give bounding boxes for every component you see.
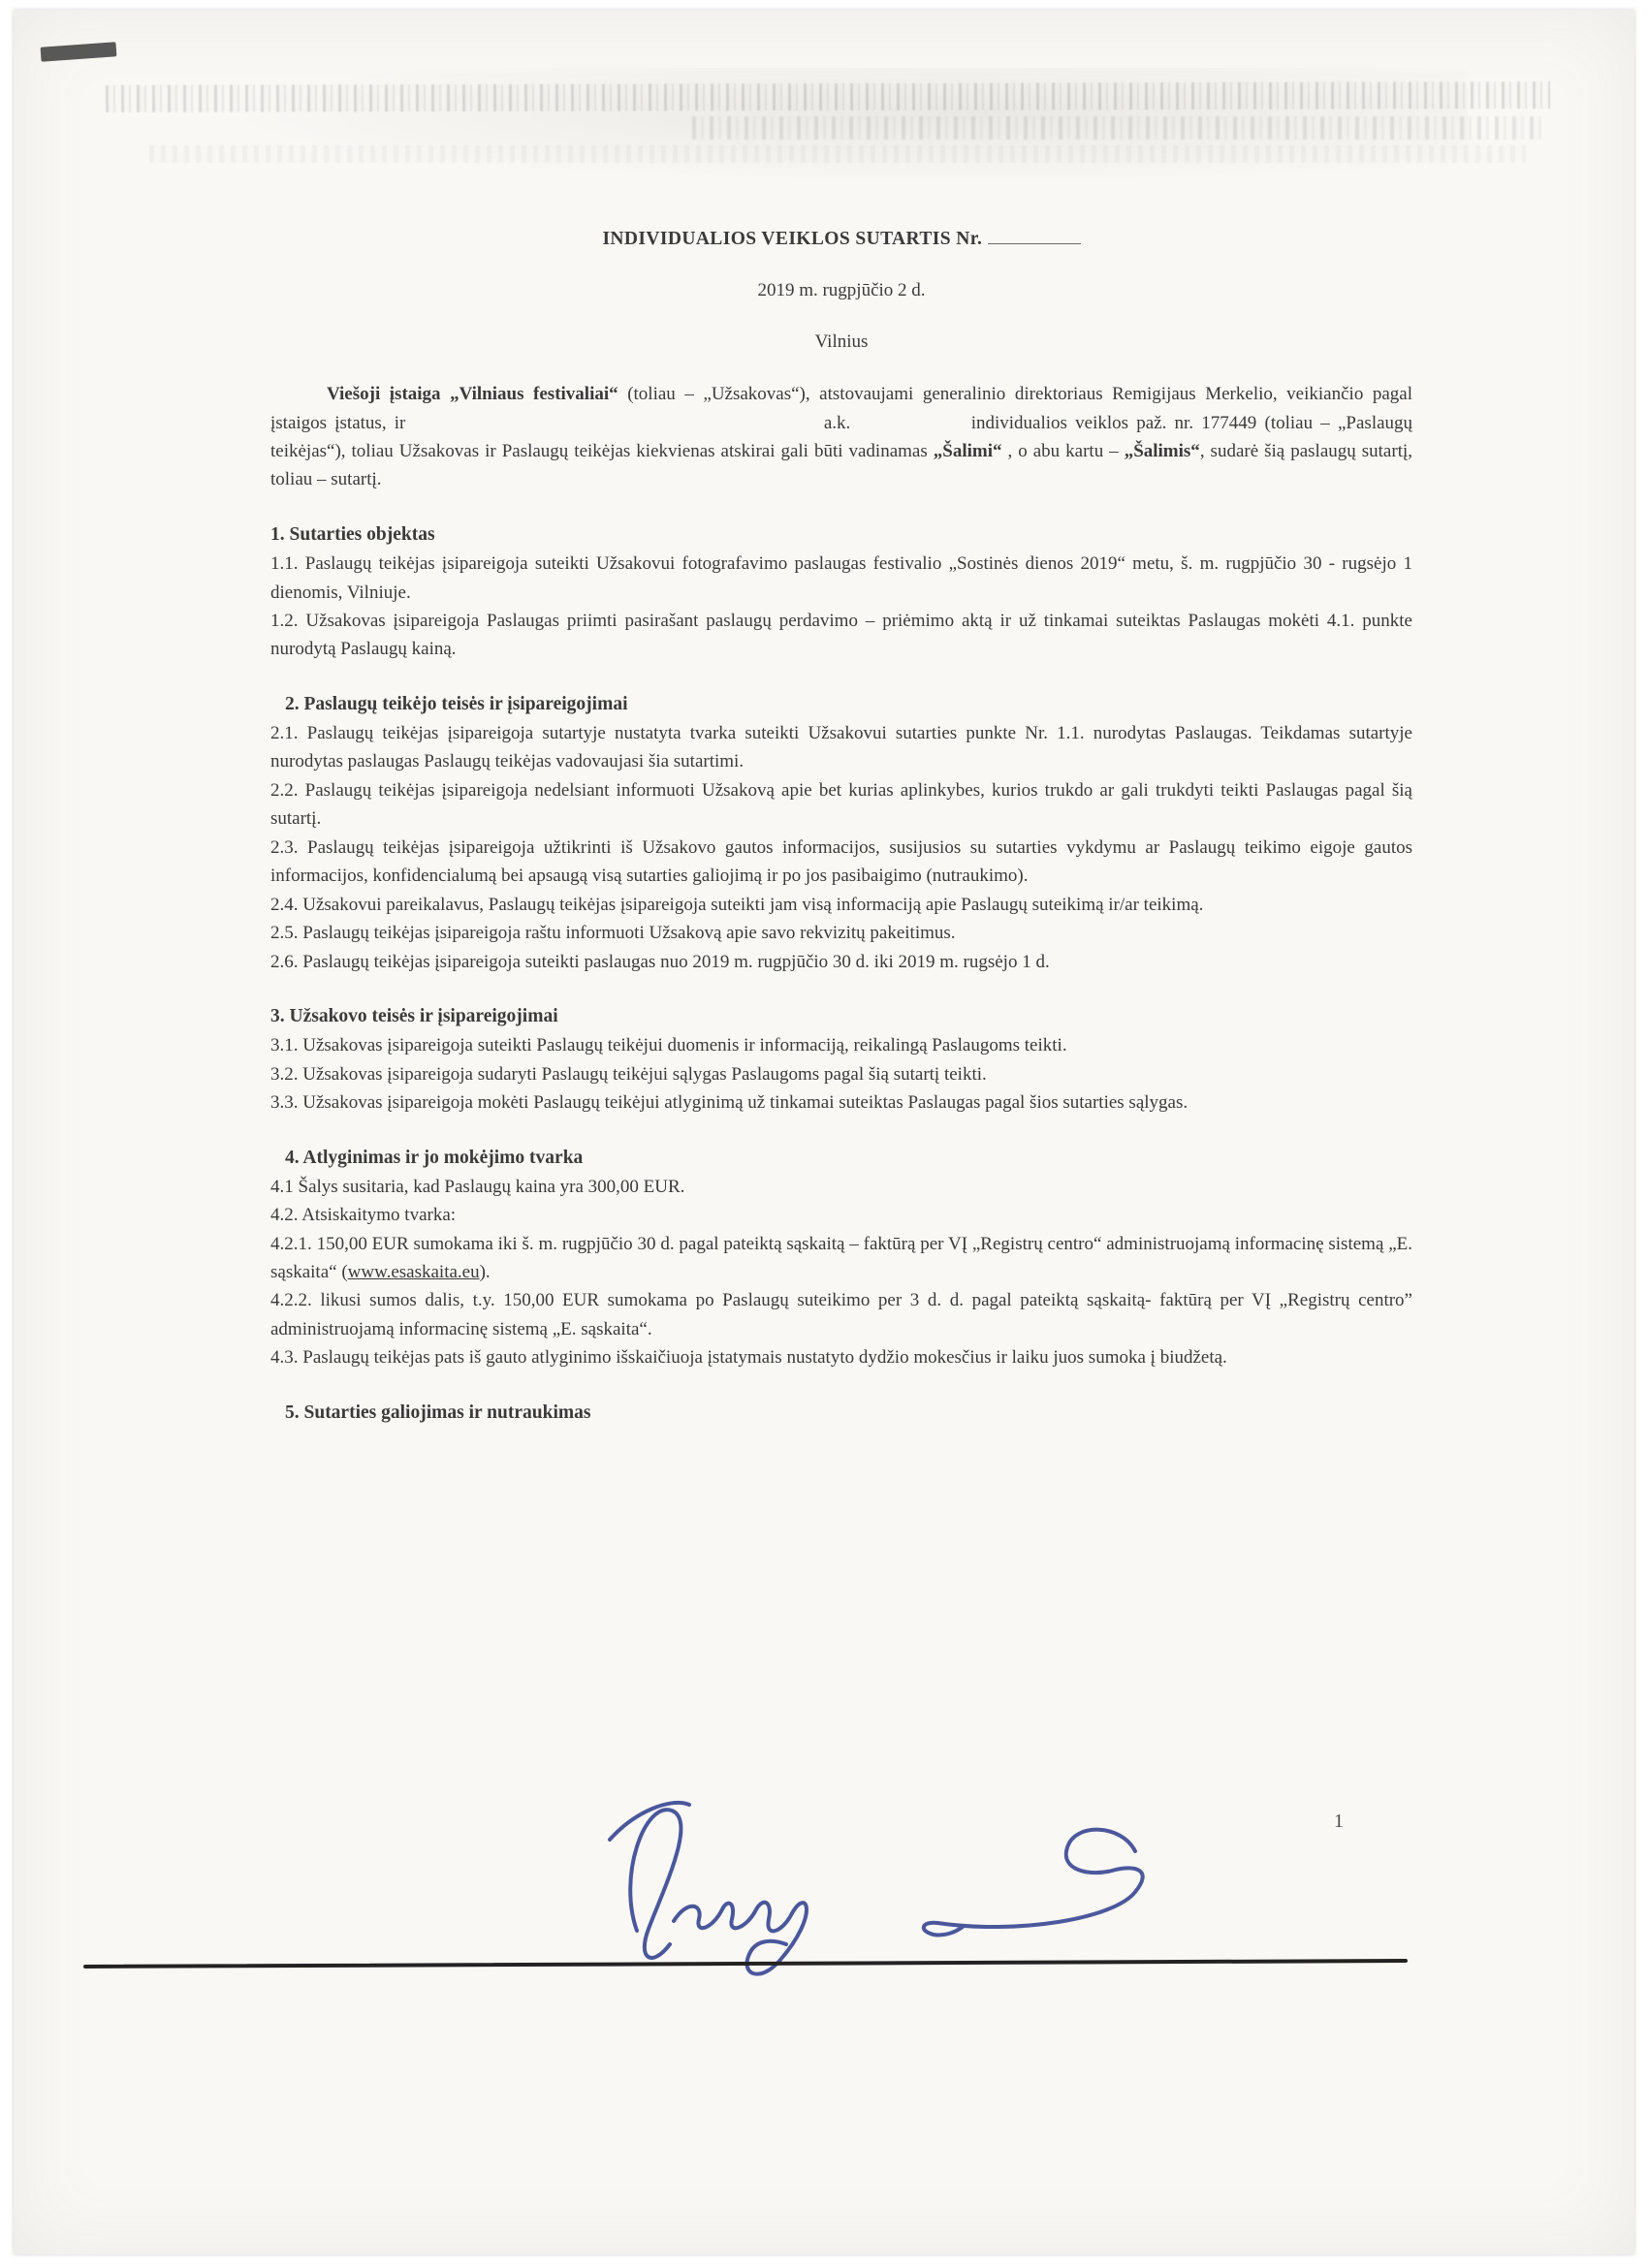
- contract-number-blank: [988, 240, 1081, 244]
- contract-clause: 1.1. Paslaugų teikėjas įsipareigoja suteikti Užsakovui fotografavimo paslaugas festivalio „Sostinės dienos 2019“ metu, š. m. rugpjūčio 30 - rugsėjo 1 dienomis, Vilniuje.: [270, 553, 1412, 603]
- intro-segment: (toliau – „Užsakovas“), atstovaujami generalinio direktoriaus Remigijaus Merkelio, veikiančio pagal įstaigos įstatus, ir: [270, 384, 1413, 433]
- intro-segment: a.k.: [823, 412, 851, 433]
- section-heading-4: 4. Atlyginimas ir jo mokėjimo tvarka: [285, 1147, 584, 1168]
- scanned-contract-page: [14, 10, 1634, 2254]
- contract-clause: 2.6. Paslaugų teikėjas įsipareigoja suteikti paslaugas nuo 2019 m. rugpjūčio 30 d. iki 2019 m. rugsėjo 1 d.: [270, 951, 1050, 972]
- section-heading-1: 1. Sutarties objektas: [270, 523, 435, 545]
- contract-clause: 2.3. Paslaugų teikėjas įsipareigoja užtikrinti iš Užsakovo gautos informacijos, susijusios su sutarties vykdymu ar Paslaugų teikimo eigoje gautos informacijos, konfidencialumą bei apsaugą visą sutarties galiojimą ir po jos pasibaigimo (nutraukimo).: [270, 836, 1412, 887]
- contract-clause: 4.2. Atsiskaitymo tvarka:: [270, 1205, 457, 1226]
- intro-segment: , o abu kartu –: [1001, 440, 1119, 461]
- scan-artifact-corner: [41, 42, 117, 61]
- section-heading-2: 2. Paslaugų teikėjo teisės ir įsipareigojimai: [285, 693, 628, 714]
- section-heading-3: 3. Užsakovo teisės ir įsipareigojimai: [270, 1005, 558, 1026]
- redacted-personal-name: [414, 421, 816, 428]
- section-heading-5: 5. Sutarties galiojimas ir nutraukimas: [285, 1402, 591, 1423]
- intro-paragraph: [270, 380, 1412, 494]
- contract-clause: 4.2.2. likusi sumos dalis, t.y. 150,00 EUR sumokama po Paslaugų suteikimo per 3 d. d. pagal pateiktą sąskaitą- faktūrą per VĮ „Registrų centro” administruojamą informacinę sistemą „E. sąskaita“.: [270, 1290, 1412, 1339]
- intro-term-salimi: „Šalimi“: [933, 440, 1002, 461]
- contract-body: [270, 225, 1412, 1428]
- contract-clause: 3.1. Užsakovas įsipareigoja suteikti Paslaugų teikėjui duomenis ir informaciją, reikalingą Paslaugoms teikti.: [270, 1035, 1067, 1056]
- intro-company-name: Viešoji įstaiga „Vilniaus festivaliai“: [327, 384, 618, 405]
- document-title: [270, 225, 1412, 254]
- contract-clause: 4.1 Šalys susitaria, kad Paslaugų kaina yra 300,00 EUR.: [270, 1176, 685, 1197]
- contract-clause: 2.4. Užsakovui pareikalavus, Paslaugų teikėjas įsipareigoja suteikti jam visą informaciją apie Paslaugų suteikimą ir/ar teikimą.: [270, 894, 1204, 915]
- document-title-text: INDIVIDUALIOS VEIKLOS SUTARTIS Nr.: [602, 229, 983, 249]
- scan-noise-band: [692, 116, 1545, 140]
- contract-clause: 3.2. Užsakovas įsipareigoja sudaryti Paslaugų teikėjui sąlygas Paslaugoms pagal šią sutartį teikti.: [270, 1063, 987, 1085]
- contract-clause: 2.1. Paslaugų teikėjas įsipareigoja sutartyje nustatyta tvarka suteikti Užsakovui sutarties punkte Nr. 1.1. nurodytas Paslaugas. Teikdamas sutartyje nurodytas paslaugas Paslaugų teikėjas vadovaujasi šia sutartimi.: [270, 723, 1412, 772]
- intro-segment: , sudarė šią paslaugų sutartį, toliau – sutartį.: [270, 440, 1413, 490]
- contract-clause: [270, 1230, 1412, 1287]
- contract-clause: 3.3. Užsakovas įsipareigoja mokėti Paslaugų teikėjui atlyginimą už tinkamai suteiktas Paslaugas pagal šios sutarties sąlygas.: [270, 1092, 1188, 1114]
- contract-clause: 1.2. Užsakovas įsipareigoja Paslaugas priimti pasirašant paslaugų perdavimo – priėmimo aktą ir už tinkamai suteiktas Paslaugas mokėti 4.1. punkte nurodytą Paslaugų kainą.: [270, 610, 1412, 660]
- redacted-personal-code: [858, 421, 963, 428]
- clause-segment: ).: [479, 1262, 491, 1283]
- scan-noise-band: [106, 81, 1550, 112]
- intro-segment: individualios veiklos paž. nr. 177449 (toliau – „Paslaugų teikėjas“), toliau Užsakovas ir Paslaugų teikėjas kiekvienas atskirai gali būti vadinamas: [270, 412, 1413, 461]
- scan-noise-band: [149, 145, 1526, 163]
- contract-clause: 2.2. Paslaugų teikėjas įsipareigoja nedelsiant informuoti Užsakovą apie bet kurias aplinkybes, kurios trukdo ar gali trukdyti teikti Paslaugas pagal šią sutartį.: [270, 779, 1412, 830]
- clause-segment: 4.2.1. 150,00 EUR sumokama iki š. m. rugpjūčio 30 d. pagal pateiktą sąskaitą – faktūrą per VĮ „Registrų centro“ administruojamą informacinę sistemą „E. sąskaita“ (: [270, 1233, 1412, 1283]
- esaskaita-link[interactable]: www.esaskaita.eu: [347, 1262, 480, 1283]
- intro-term-salimis: „Šalimis“: [1124, 440, 1200, 461]
- document-date: 2019 m. rugpjūčio 2 d.: [757, 280, 926, 301]
- document-city: Vilnius: [814, 331, 869, 352]
- page-number: 1: [1334, 1811, 1344, 1832]
- contract-clause: 2.5. Paslaugų teikėjas įsipareigoja raštu informuoti Užsakovą apie savo rekvizitų pakeitimus.: [270, 923, 956, 944]
- handwritten-signature-right: [891, 1814, 1201, 1960]
- contract-clause: 4.3. Paslaugų teikėjas pats iš gauto atlyginimo išskaičiuoja įstatymais nustatyto dydžio mokesčius ir laiku juos sumoka į biudžetą.: [270, 1347, 1227, 1369]
